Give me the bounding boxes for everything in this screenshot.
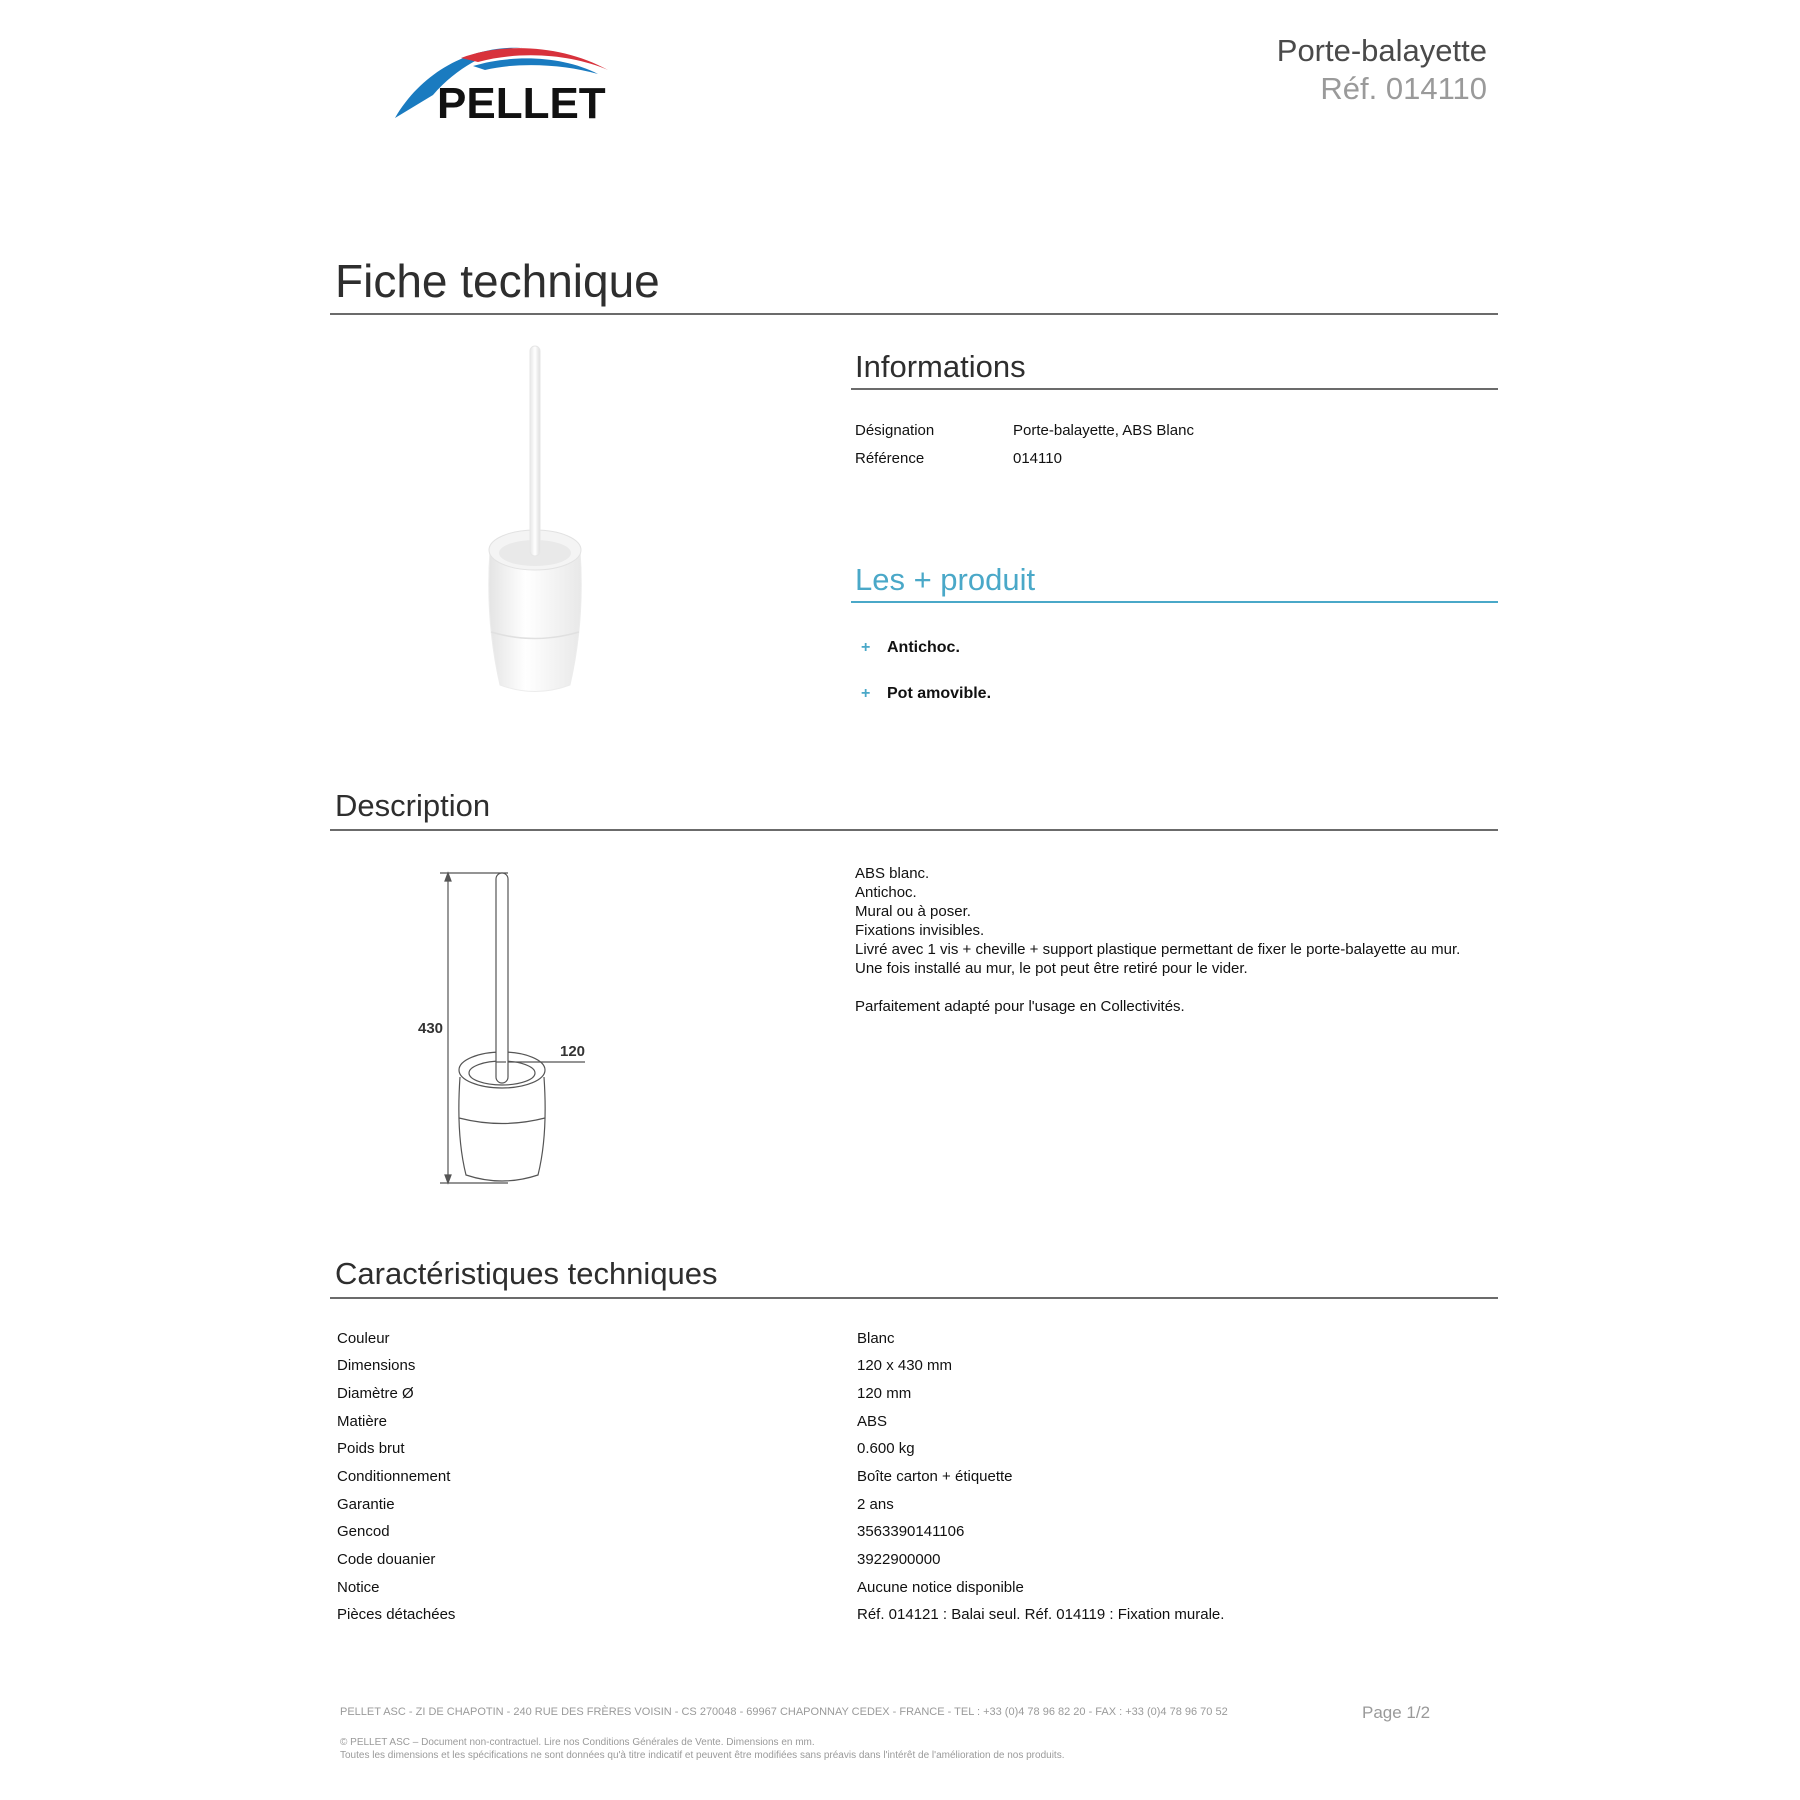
spec-row [337,1496,1497,1523]
spec-value: 2 ans [857,1496,894,1513]
spec-label: Poids brut [337,1440,405,1457]
plus-item [853,685,991,703]
plus-icon: + [861,685,871,702]
spec-value: 0.600 kg [857,1440,915,1457]
product-photo [365,340,705,700]
spec-row [337,1606,1497,1633]
info-label-designation: Désignation [855,422,935,439]
spec-label: Notice [337,1579,380,1596]
description-line: Fixations invisibles. [855,922,985,939]
plus-item-text: Antichoc. [887,639,960,656]
informations-heading: Informations [855,349,1026,384]
description-divider [330,829,1498,831]
spec-row [337,1330,1497,1357]
spec-row [337,1468,1497,1495]
spec-label: Gencod [337,1523,390,1540]
height-dimension-label: 430 [418,1020,444,1037]
caracteristiques-heading: Caractéristiques techniques [335,1256,718,1291]
spec-label: Matière [337,1413,388,1430]
spec-value: 120 x 430 mm [857,1357,953,1374]
footer-address: PELLET ASC - ZI DE CHAPOTIN - 240 RUE DES FRÈRES VOISIN - CS 270048 - 69967 CHAPONNAY CEDEX - FRANCE - TEL : +33 (0)4 78 96 82 20 - FAX : +33 (0)4 78 96 70 52 [340,1706,1228,1718]
footer-legal-1: © PELLET ASC – Document non-contractuel. Lire nos Conditions Générales de Vente. Dimensions en mm. [340,1737,815,1748]
spec-label: Garantie [337,1496,395,1513]
page-title: Fiche technique [335,255,660,307]
description-line [855,978,1495,997]
spec-value: 120 mm [857,1385,912,1402]
description-text [855,864,1495,1016]
informations-divider [851,388,1498,390]
diameter-dimension-label: 120 [560,1043,586,1060]
spec-value: Blanc [857,1330,895,1347]
description-line: Parfaitement adapté pour l'usage en Collectivités. [855,998,1185,1015]
page-number: Page 1/2 [1362,1703,1431,1722]
spec-value: Réf. 014121 : Balai seul. Réf. 014119 : Fixation murale. [857,1606,1225,1623]
spec-value: 3563390141106 [857,1523,965,1540]
spec-label: Diamètre Ø [337,1385,414,1402]
description-line: ABS blanc. [855,865,930,882]
spec-row [337,1523,1497,1550]
dimension-drawing [410,865,610,1195]
footer-legal-2: Toutes les dimensions et les spécifications ne sont données qu'à titre indicatif et peuvent être modifiées sans préavis dans l'intérêt de l'amélioration de nos produits. [340,1750,1065,1761]
spec-value: Boîte carton + étiquette [857,1468,1013,1485]
spec-row [337,1579,1497,1606]
spec-label: Dimensions [337,1357,416,1374]
description-line: Livré avec 1 vis + cheville + support plastique permettant de fixer le porte-balayette au mur. [855,941,1461,958]
info-label-reference: Référence [855,450,925,467]
plus-item-text: Pot amovible. [887,685,992,702]
spec-value: ABS [857,1413,888,1430]
spec-label: Code douanier [337,1551,436,1568]
brand-wordmark: PELLET [437,79,606,125]
spec-row [337,1440,1497,1467]
plus-produit-heading: Les + produit [855,562,1036,597]
description-line: Antichoc. [855,884,917,901]
spec-label: Conditionnement [337,1468,451,1485]
spec-row [337,1357,1497,1384]
pellet-logo [393,40,638,125]
product-reference: Réf. 014110 [1320,71,1487,106]
logo-swoosh-icon [393,40,638,125]
spec-value: 3922900000 [857,1551,941,1568]
info-value-designation: Porte-balayette, ABS Blanc [1013,422,1194,439]
spec-label: Pièces détachées [337,1606,456,1623]
description-line: Une fois installé au mur, le pot peut être retiré pour le vider. [855,960,1248,977]
plus-produit-divider [851,601,1498,603]
plus-item [853,639,960,657]
description-heading: Description [335,788,491,823]
description-line: Mural ou à poser. [855,903,971,920]
plus-icon: + [861,639,871,656]
caracteristiques-divider [330,1297,1498,1299]
spec-value: Aucune notice disponible [857,1579,1024,1596]
spec-row [337,1385,1497,1412]
info-value-reference: 014110 [1013,450,1062,467]
product-name: Porte-balayette [1276,33,1487,68]
spec-row [337,1413,1497,1440]
spec-label: Couleur [337,1330,390,1347]
title-divider [330,313,1498,315]
spec-row [337,1551,1497,1578]
